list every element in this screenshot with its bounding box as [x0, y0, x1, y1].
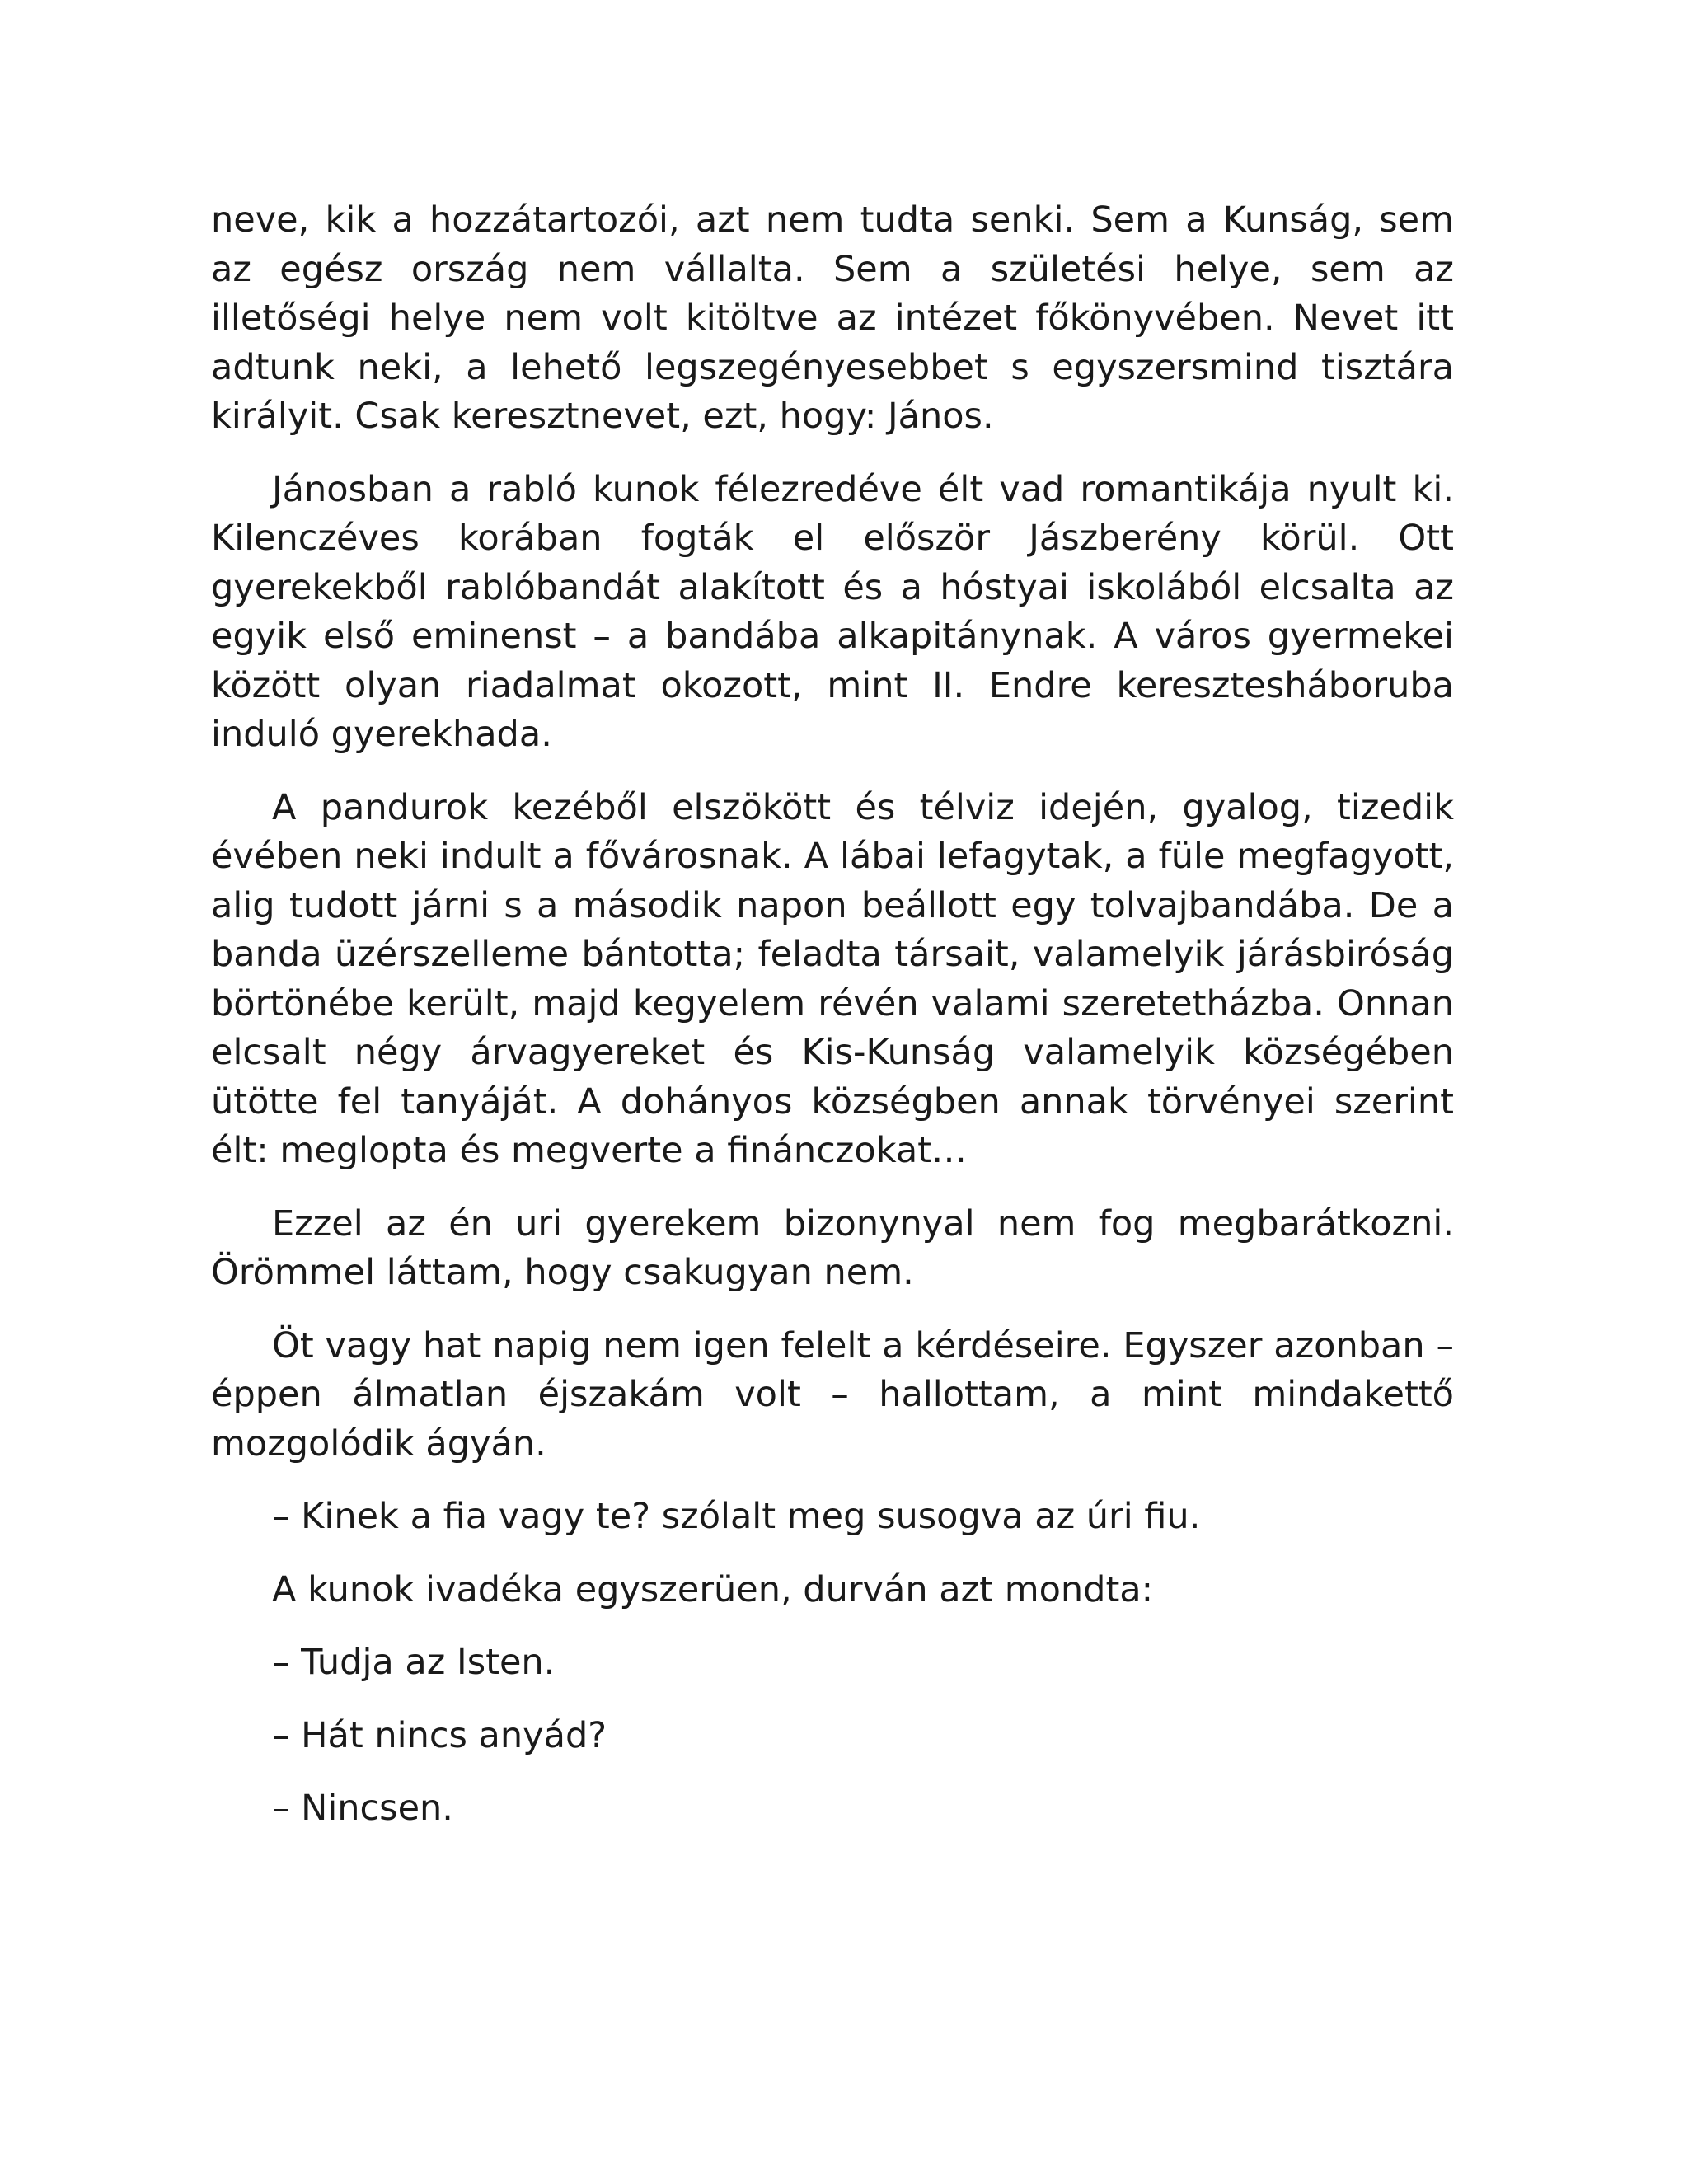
dialogue-line-1: – Kinek a fia vagy te? szólalt meg susogva az úri fiu.: [272, 1496, 1201, 1537]
paragraph-2: Jánosban a rabló kunok félezredéve élt vad romantikája nyult ki. Kilenczéves korában fogták el először Jászberény körül. Ott gyerekekből rablóbandát alakított és a hóstyai iskolából elcsalta az egyik első eminenst – a bandába alkapitánynak. A város gyermekei között olyan riadalmat okozott, mint II. Endre keresztesháboruba induló gyerekhada.: [211, 468, 1454, 755]
paragraph-3: A pandurok kezéből elszökött és télviz idején, gyalog, tizedik évében neki indult a fővárosnak. A lábai lefagytak, a füle megfagyott, alig tudott járni s a második napon beállott egy tolvajbandába. De a banda üzérszelleme bántotta; feladta társait, valamelyik járásbiróság börtönébe került, majd kegyelem révén valami szeretetházba. Onnan elcsalt négy árvagyereket és Kis-Kunság valamelyik községében ütötte fel tanyáját. A dohányos községben annak törvényei szerint élt: meglopta és megverte a finánczokat…: [211, 786, 1454, 1171]
document-page: [211, 196, 1454, 1858]
dialogue-line-4: – Nincsen.: [272, 1788, 453, 1829]
paragraph-4: Ezzel az én uri gyerekem bizonynyal nem fog megbarátkozni. Örömmel láttam, hogy csakugyan nem.: [211, 1202, 1454, 1293]
paragraph-6: A kunok ivadéka egyszerüen, durván azt mondta:: [272, 1568, 1154, 1610]
paragraph-1: neve, kik a hozzátartozói, azt nem tudta senki. Sem a Kunság, sem az egész ország nem vállalta. Sem a születési helye, sem az illetőségi helye nem volt kitöltve az intézet főkönyvében. Nevet itt adtunk neki, a lehető legszegényesebbet s egyszersmind tisztára királyit. Csak keresztnevet, ezt, hogy: János.: [211, 199, 1454, 437]
dialogue-line-3: – Hát nincs anyád?: [272, 1714, 607, 1756]
paragraph-5: Öt vagy hat napig nem igen felelt a kérdéseire. Egyszer azonban – éppen álmatlan éjszakám volt – hallottam, a mint mindakettő mozgolódik ágyán.: [211, 1324, 1454, 1465]
dialogue-line-2: – Tudja az Isten.: [272, 1642, 556, 1683]
